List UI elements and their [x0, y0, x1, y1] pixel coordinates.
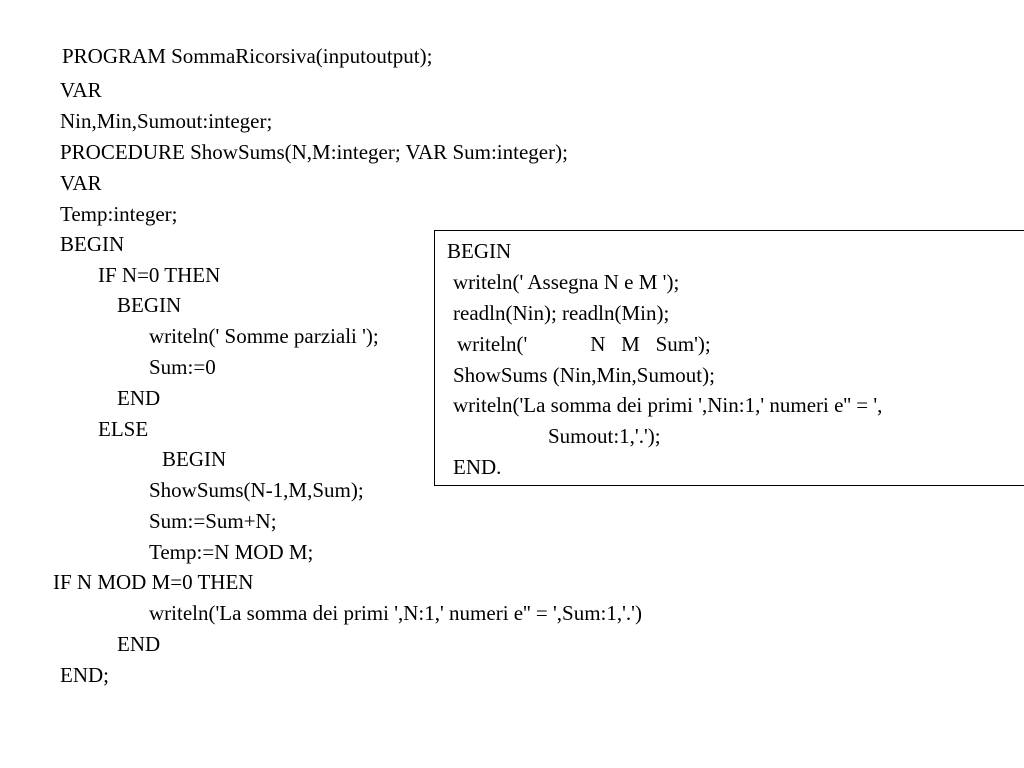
- code-line: IF N=0 THEN: [98, 263, 221, 287]
- code-line: BEGIN: [117, 293, 182, 317]
- code-line: writeln('La somma dei primi ',N:1,' numeri e'' = ',Sum:1,'.'): [149, 601, 642, 625]
- code-line: Sum:=Sum+N;: [149, 509, 277, 533]
- code-line: Temp:=N MOD M;: [149, 540, 314, 564]
- code-line: PROCEDURE ShowSums(N,M:integer; VAR Sum:integer);: [60, 140, 568, 164]
- code-line: END: [117, 632, 161, 656]
- code-line: writeln(' Somme parziali ');: [149, 324, 379, 348]
- code-line: readln(Nin); readln(Min);: [453, 301, 670, 325]
- code-line: Sumout:1,'.');: [548, 424, 661, 448]
- main-program-box: [434, 230, 1024, 486]
- code-line: BEGIN: [447, 239, 512, 263]
- code-line: ShowSums(N-1,M,Sum);: [149, 478, 364, 502]
- code-line: ShowSums (Nin,Min,Sumout);: [453, 363, 715, 387]
- code-line: VAR: [60, 78, 102, 102]
- code-line: Sum:=0: [149, 355, 216, 379]
- code-line: Nin,Min,Sumout:integer;: [60, 109, 273, 133]
- code-line: END;: [60, 663, 109, 687]
- code-line: PROGRAM SommaRicorsiva(inputoutput);: [62, 44, 433, 68]
- code-line: BEGIN: [162, 447, 227, 471]
- code-line: writeln(' Assegna N e M ');: [453, 270, 680, 294]
- code-line: IF N MOD M=0 THEN: [53, 570, 254, 594]
- code-line: END.: [453, 455, 502, 479]
- code-line: END: [117, 386, 161, 410]
- code-line: BEGIN: [60, 232, 125, 256]
- code-line: writeln('La somma dei primi ',Nin:1,' numeri e'' = ',: [453, 393, 883, 417]
- code-line: Temp:integer;: [60, 202, 178, 226]
- code-line: writeln(' N M Sum');: [457, 332, 711, 356]
- code-line: VAR: [60, 171, 102, 195]
- code-line: ELSE: [98, 417, 149, 441]
